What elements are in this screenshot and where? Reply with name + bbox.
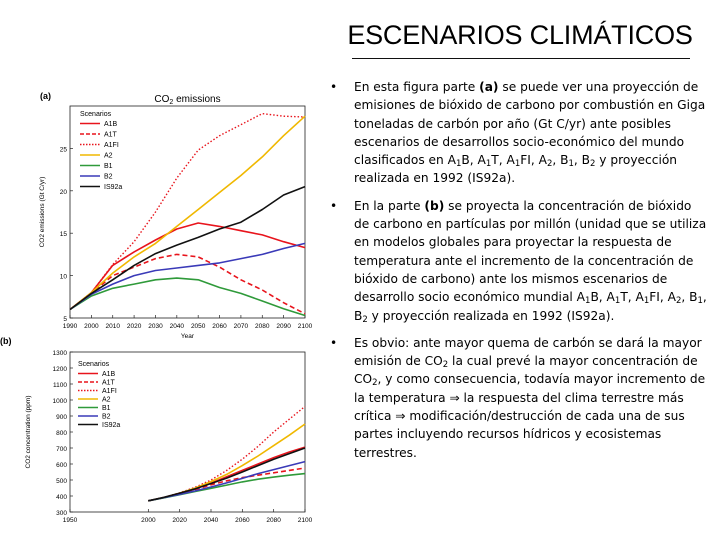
y-axis-label: CO2 emissions (Gt C/yr) [39,176,46,248]
bullet-item-c [330,334,710,462]
legend-label: A1T [102,379,115,387]
y-tick-label: 25 [59,146,67,154]
text-run: , y como consecuencia, todavía mayor incremento de la temperatura ⇒ la respuesta del clima terrestre más crítica ⇒ modificación/destrucción de cada una de sus partes incluyendo recursos hídricos y ecosistemas terrestres. [354,372,706,460]
legend-label: A1T [104,131,117,139]
panel-label: (b) [0,336,12,346]
subscript: 2 [372,378,378,389]
title-run: emissions [173,94,221,105]
text-run: Es obvio: ante mayor quema de carbón se dará la mayor emisión de CO [354,335,702,369]
subscript: 2 [442,360,449,371]
text-run: , B [354,290,707,323]
bullet-text-a [354,80,705,185]
slide-title: ESCENARIOS CLIMÁTICOS [347,20,693,50]
emissions-chart-panel-a [0,88,315,347]
subscript: 2 [546,159,553,170]
legend-label: IS92a [104,184,123,191]
text-run: se proyecta la concentración de bióxido de carbono en partículas por millón (unidad que se utiliza en modelos globales para proyectar la respuesta de temperatura ante el incremento de la concentración de bióxido de carbono) ante los mismos escenarios de desarrollo socio económico mundial A [354,198,707,305]
subscript: 2 [590,159,596,170]
legend-title: Scenarios [78,361,110,368]
x-tick-label: 2040 [169,323,185,330]
x-tick-label: 2060 [212,323,227,330]
text-run: En la parte [354,198,425,213]
panel-label: (a) [40,91,51,101]
bullet-dot: • [330,198,338,213]
text-run: , B [573,153,591,168]
legend-label: A1B [104,121,118,128]
text-run: B, A [461,153,486,168]
bullet-dot: • [330,80,338,94]
x-tick-label: 2070 [233,323,249,330]
legend-label: A1FI [102,388,117,395]
series-line-a2 [148,424,305,501]
y-tick-label: 1200 [52,366,67,373]
x-tick-label: 2060 [235,517,250,524]
bullet-item-b [330,197,710,325]
x-tick-label: 1950 [62,517,78,524]
legend-label: B1 [104,163,113,170]
title-run: CO [154,94,170,105]
legend-label: B2 [104,173,113,181]
y-tick-label: 400 [56,494,67,501]
bullet-text-c [354,336,705,460]
y-tick-label: 1300 [52,350,67,357]
x-tick-label: 2020 [126,323,142,330]
bullet-text-b [354,199,707,323]
subscript: 1 [585,296,591,307]
bullet-list [330,78,710,470]
subscript: 1 [697,296,703,307]
text-run: , B [552,153,569,168]
bold-label: (b) [424,198,445,213]
x-tick-label: 2080 [266,517,281,524]
text-run: FI, A [649,290,676,305]
x-tick-label: 2020 [172,517,187,524]
legend-label: A1FI [104,142,119,149]
subscript: 2 [362,314,368,325]
y-tick-label: 5 [63,316,67,323]
chart-title [154,94,220,106]
y-tick-label: 1100 [53,382,67,389]
x-axis-label: Year [180,333,195,340]
text-run: FI, A [520,153,547,168]
text-run: En esta figura parte [354,80,480,94]
x-tick-label: 2010 [105,323,120,330]
subscript: 1 [514,159,521,170]
text-run: , B [681,290,698,305]
subscript: 2 [675,296,682,307]
text-run: T, A [491,153,515,168]
x-tick-label: 2050 [190,323,206,330]
x-tick-label: 2040 [203,517,219,524]
legend-label: IS92a [102,422,121,429]
text-run: B, A [590,290,615,305]
legend-label: A2 [102,396,111,404]
x-tick-label: 2000 [84,323,99,330]
subscript: 1 [643,296,650,307]
x-tick-label: 2030 [148,323,163,330]
y-axis-label: CO2 concentration (ppm) [25,395,32,469]
title-underline [352,58,690,59]
legend-title: Scenarios [80,111,112,118]
y-tick-label: 600 [56,462,67,469]
y-tick-label: 700 [56,446,67,453]
title-subscript: 2 [169,99,174,106]
y-tick-label: 800 [56,430,67,437]
y-tick-label: 15 [59,231,67,239]
bullet-item-a [330,78,710,188]
x-tick-label: 2100 [297,323,313,330]
x-tick-label: 2080 [255,323,270,330]
legend-label: A1B [102,371,116,378]
subscript: 1 [456,159,462,170]
y-tick-label: 20 [59,188,67,196]
bullet-dot: • [330,335,338,350]
x-tick-label: 1990 [62,323,78,330]
y-tick-label: 1000 [52,398,67,405]
legend-label: B1 [102,405,111,412]
emissions-chart-svg [0,88,315,343]
series-line-b2 [70,243,305,309]
legend-label: A2 [104,152,113,160]
bold-label: (a) [479,80,499,94]
subscript: 1 [568,159,574,170]
x-tick-label: 2090 [276,323,291,330]
y-tick-label: 10 [59,273,67,281]
subscript: 1 [485,159,492,170]
x-tick-label: 2000 [141,517,156,524]
x-tick-label: 2100 [297,517,313,524]
text-run: T, A [620,290,644,305]
y-tick-label: 300 [56,510,67,517]
subscript: 1 [614,296,621,307]
text-run: y proyección realizada en 1992 (IS92a). [354,153,678,186]
y-tick-label: 900 [56,414,67,421]
legend-label: B2 [102,413,111,421]
y-tick-label: 500 [56,478,67,485]
text-run: y proyección realizada en 1992 (IS92a). [367,308,615,323]
text-run: la cual prevé la mayor concentración de CO [354,354,698,387]
series-line-a1fi [148,406,305,500]
text-run: se puede ver una proyección de emisiones de bióxido de carbono por combustión en Giga toneladas de carbón por año (Gt C/yr) ante posibles escenarios de desarrollos socio-económico del mundo clasificados en A [354,80,706,168]
